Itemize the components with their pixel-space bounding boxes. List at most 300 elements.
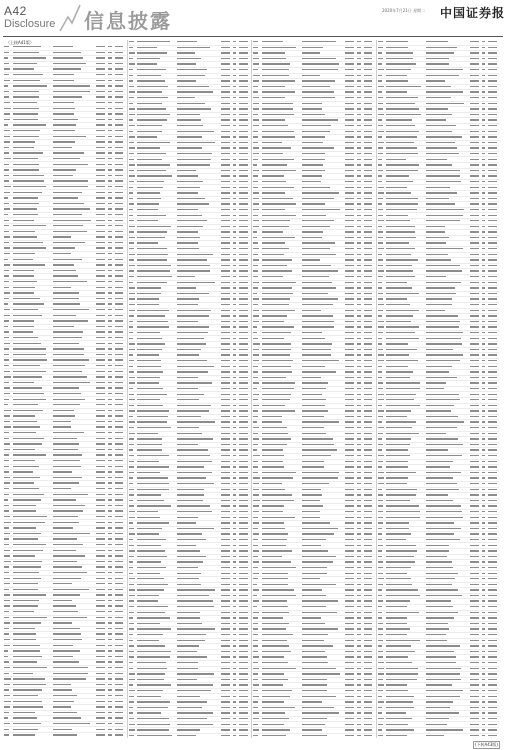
- fine-print-text: [302, 220, 334, 221]
- listing-cell: [53, 68, 97, 71]
- listing-cell: [262, 444, 302, 447]
- listing-cell: [129, 91, 138, 94]
- fine-print-text: [253, 427, 259, 428]
- fine-print-text: [13, 639, 36, 640]
- listing-cell: [345, 427, 357, 430]
- fine-print-text: [53, 287, 71, 288]
- listing-cell: [13, 107, 53, 110]
- listing-cell: [96, 600, 108, 603]
- listing-cell: [96, 409, 108, 412]
- fine-print-text: [4, 633, 9, 634]
- fine-print-text: [129, 209, 134, 210]
- fine-print-text: [177, 668, 197, 669]
- fine-print-text: [13, 124, 47, 125]
- listing-cell: [302, 444, 346, 447]
- listing-cell: [239, 634, 250, 637]
- listing-cell: [253, 455, 262, 458]
- listing-cell: [4, 672, 13, 675]
- fine-print-text: [221, 405, 230, 406]
- fine-print-text: [137, 511, 158, 512]
- listing-cell: [13, 51, 53, 54]
- fine-print-text: [177, 58, 201, 59]
- fine-print-text: [96, 432, 105, 433]
- fine-print-text: [302, 438, 333, 439]
- fine-print-text: [13, 242, 44, 243]
- listing-cell: [345, 130, 357, 133]
- listing-cell: [302, 455, 346, 458]
- fine-print-text: [137, 640, 159, 641]
- fine-print-text: [253, 114, 258, 115]
- fine-print-text: [108, 466, 111, 467]
- fine-print-text: [137, 103, 162, 104]
- fine-print-text: [239, 159, 248, 160]
- listing-cell: [115, 488, 126, 491]
- fine-print-text: [345, 131, 354, 132]
- listing-cell: [345, 91, 357, 94]
- listing-cell: [53, 639, 97, 642]
- listing-cell: [262, 46, 302, 49]
- fine-print-text: [302, 270, 339, 271]
- fine-print-text: [177, 215, 202, 216]
- fine-print-text: [129, 696, 134, 697]
- fine-print-text: [221, 550, 230, 551]
- listing-cell: [137, 315, 177, 318]
- fine-print-text: [302, 494, 322, 495]
- listing-cell: [262, 427, 302, 430]
- fine-print-text: [13, 164, 40, 165]
- fine-print-text: [115, 382, 124, 383]
- fine-print-text: [115, 68, 124, 69]
- fine-print-text: [302, 254, 336, 255]
- fine-print-text: [115, 544, 124, 545]
- fine-print-text: [233, 656, 236, 657]
- listing-cell: [53, 286, 97, 289]
- fine-print-text: [115, 281, 124, 282]
- listing-cell: [115, 365, 126, 368]
- fine-print-text: [108, 410, 111, 411]
- fine-print-text: [96, 701, 105, 702]
- listing-cell: [4, 421, 13, 424]
- fine-print-text: [96, 706, 105, 707]
- fine-print-text: [129, 231, 134, 232]
- fine-print-text: [239, 237, 248, 238]
- fine-print-text: [233, 701, 236, 702]
- fine-print-text: [129, 153, 135, 154]
- fine-print-text: [4, 628, 9, 629]
- listing-cell: [177, 382, 221, 385]
- listing-cell: [302, 175, 346, 178]
- fine-print-text: [239, 718, 248, 719]
- fine-print-text: [345, 164, 354, 165]
- listing-cell: [253, 97, 262, 100]
- listing-cell: [239, 192, 250, 195]
- fine-print-text: [96, 354, 105, 355]
- listing-cell: [115, 588, 126, 591]
- listing-cell: [177, 578, 221, 581]
- fine-print-text: [4, 550, 10, 551]
- fine-print-text: [137, 724, 170, 725]
- listing-cell: [253, 276, 262, 279]
- listing-cell: [345, 416, 357, 419]
- fine-print-text: [13, 533, 42, 534]
- listing-cell: [345, 114, 357, 117]
- fine-print-text: [357, 254, 360, 255]
- listing-cell: [262, 136, 302, 139]
- fine-print-text: [221, 589, 230, 590]
- fine-print-text: [253, 41, 258, 42]
- listing-cell: [137, 136, 177, 139]
- continued-from-label: （上接A41版）: [6, 40, 34, 45]
- listing-cell: [13, 432, 53, 435]
- listing-cell: [345, 186, 357, 189]
- listing-cell: [345, 287, 357, 290]
- fine-print-text: [115, 650, 124, 651]
- fine-print-text: [129, 505, 134, 506]
- fine-print-text: [129, 707, 134, 708]
- fine-print-text: [53, 208, 90, 209]
- fine-print-text: [96, 689, 105, 690]
- listing-cell: [262, 225, 302, 228]
- fine-print-text: [129, 461, 135, 462]
- listing-cell: [253, 52, 262, 55]
- listing-cell: [13, 242, 53, 245]
- listing-cell: [96, 605, 108, 608]
- fine-print-text: [53, 555, 85, 556]
- fine-print-text: [239, 628, 248, 629]
- fine-print-text: [177, 701, 207, 702]
- listing-cell: [13, 303, 53, 306]
- listing-cell: [345, 488, 357, 491]
- fine-print-text: [96, 494, 105, 495]
- fine-print-text: [221, 287, 230, 288]
- fine-print-text: [357, 270, 360, 271]
- listing-cell: [364, 52, 375, 55]
- fine-print-text: [239, 231, 248, 232]
- listing-cell: [364, 80, 375, 83]
- fine-print-text: [364, 153, 373, 154]
- listing-cell: [137, 259, 177, 262]
- listing-cell: [4, 264, 13, 267]
- listing-cell: [364, 298, 375, 301]
- listing-cell: [137, 539, 177, 542]
- fine-print-text: [4, 421, 10, 422]
- fine-print-text: [177, 729, 200, 730]
- listing-cell: [253, 108, 262, 111]
- listing-cell: [239, 304, 250, 307]
- listing-cell: [115, 583, 126, 586]
- listing-cell: [115, 678, 126, 681]
- listing-cell: [221, 136, 233, 139]
- fine-print-text: [177, 399, 199, 400]
- listing-cell: [137, 634, 177, 637]
- fine-print-text: [13, 259, 34, 260]
- listing-cell: [115, 387, 126, 390]
- listing-cell: [4, 549, 13, 552]
- fine-print-text: [302, 175, 322, 176]
- fine-print-text: [177, 41, 197, 42]
- listing-cell: [137, 220, 177, 223]
- fine-print-text: [262, 131, 295, 132]
- fine-print-text: [233, 472, 236, 473]
- fine-print-text: [302, 86, 330, 87]
- listing-cell: [4, 555, 13, 558]
- listing-cell: [96, 717, 108, 720]
- fine-print-text: [357, 164, 360, 165]
- listing-cell: [129, 293, 138, 296]
- fine-print-text: [4, 348, 9, 349]
- fine-print-text: [262, 80, 296, 81]
- fine-print-text: [108, 578, 111, 579]
- fine-print-text: [357, 209, 360, 210]
- listing-cell: [4, 124, 13, 127]
- fine-print-text: [4, 247, 10, 248]
- fine-print-text: [345, 371, 354, 372]
- fine-print-text: [137, 226, 171, 227]
- fine-print-text: [364, 203, 373, 204]
- fine-print-text: [13, 712, 35, 713]
- fine-print-text: [96, 471, 105, 472]
- fine-print-text: [262, 371, 293, 372]
- listing-cell: [221, 634, 233, 637]
- fine-print-text: [177, 735, 195, 736]
- listing-cell: [129, 97, 138, 100]
- fine-print-text: [239, 220, 248, 221]
- fine-print-text: [4, 52, 9, 53]
- fine-print-text: [129, 108, 135, 109]
- fine-print-text: [4, 488, 9, 489]
- listing-cell: [129, 718, 138, 721]
- listing-cell: [129, 343, 138, 346]
- listing-cell: [345, 404, 357, 407]
- listing-cell: [177, 136, 221, 139]
- listing-cell: [221, 130, 233, 133]
- listing-cell: [53, 214, 97, 217]
- fine-print-text: [253, 159, 258, 160]
- fine-print-text: [115, 527, 124, 528]
- fine-print-text: [262, 343, 292, 344]
- fine-print-text: [253, 360, 259, 361]
- fine-print-text: [262, 293, 294, 294]
- listing-cell: [13, 421, 53, 424]
- fine-print-text: [357, 332, 360, 333]
- fine-print-text: [96, 287, 105, 288]
- listing-cell: [177, 80, 221, 83]
- fine-print-text: [302, 125, 331, 126]
- listing-cell: [177, 287, 221, 290]
- fine-print-text: [221, 147, 230, 148]
- fine-print-text: [137, 712, 161, 713]
- listing-cell: [221, 639, 233, 642]
- listing-cell: [221, 382, 233, 385]
- listing-cell: [13, 678, 53, 681]
- fine-print-text: [13, 152, 43, 153]
- listing-cell: [177, 701, 221, 704]
- listing-cell: [137, 550, 177, 553]
- fine-print-text: [253, 399, 258, 400]
- fine-print-text: [221, 500, 230, 501]
- listing-cell: [53, 734, 97, 737]
- listing-cell: [4, 298, 13, 301]
- fine-print-text: [239, 315, 248, 316]
- fine-print-text: [13, 264, 46, 265]
- fine-print-text: [96, 594, 105, 595]
- fine-print-text: [364, 175, 373, 176]
- fine-print-text: [302, 91, 334, 92]
- fine-print-text: [96, 348, 105, 349]
- fine-print-text: [233, 220, 236, 221]
- listing-cell: [53, 600, 97, 603]
- fine-print-text: [108, 74, 111, 75]
- listing-cell: [262, 192, 302, 195]
- listing-cell: [115, 683, 126, 686]
- fine-print-text: [177, 198, 205, 199]
- listing-cell: [177, 567, 221, 570]
- fine-print-text: [115, 516, 124, 517]
- listing-cell: [364, 455, 375, 458]
- fine-print-text: [129, 410, 135, 411]
- fine-print-text: [233, 343, 236, 344]
- fine-print-text: [239, 589, 248, 590]
- listing-cell: [96, 152, 108, 155]
- fine-print-text: [13, 303, 44, 304]
- listing-cell: [302, 449, 346, 452]
- fine-print-text: [4, 673, 9, 674]
- fine-print-text: [221, 449, 230, 450]
- fine-print-text: [221, 366, 230, 367]
- fine-print-text: [221, 656, 230, 657]
- listing-cell: [13, 622, 53, 625]
- fine-print-text: [96, 74, 105, 75]
- fine-print-text: [302, 455, 332, 456]
- listing-cell: [137, 80, 177, 83]
- fine-print-text: [96, 667, 105, 668]
- listing-cell: [345, 348, 357, 351]
- listing-cell: [221, 455, 233, 458]
- fine-print-text: [96, 281, 105, 282]
- listing-cell: [221, 505, 233, 508]
- fine-print-text: [364, 433, 373, 434]
- fine-print-text: [177, 679, 196, 680]
- fine-print-text: [302, 142, 324, 143]
- fine-print-text: [96, 477, 105, 478]
- listing-cell: [364, 164, 375, 167]
- listing-cell: [129, 656, 138, 659]
- fine-print-text: [302, 382, 329, 383]
- listing-cell: [177, 645, 221, 648]
- listing-cell: [137, 628, 177, 631]
- fine-print-text: [239, 489, 248, 490]
- fine-print-text: [302, 421, 340, 422]
- fine-print-text: [345, 427, 354, 428]
- fine-print-text: [53, 147, 72, 148]
- listing-cell: [221, 91, 233, 94]
- fine-print-text: [53, 242, 85, 243]
- fine-print-text: [177, 690, 211, 691]
- fine-print-text: [177, 427, 199, 428]
- fine-print-text: [233, 489, 236, 490]
- fine-print-text: [115, 723, 124, 724]
- fine-print-text: [115, 136, 124, 137]
- listing-cell: [13, 286, 53, 289]
- fine-print-text: [253, 131, 258, 132]
- fine-print-text: [239, 175, 248, 176]
- listing-cell: [137, 466, 177, 469]
- fine-print-text: [233, 444, 236, 445]
- listing-cell: [115, 644, 126, 647]
- listing-cell: [262, 449, 302, 452]
- listing-cell: [137, 544, 177, 547]
- listing-cell: [239, 281, 250, 284]
- fine-print-text: [233, 466, 236, 467]
- listing-cell: [253, 242, 262, 245]
- fine-print-text: [137, 595, 159, 596]
- listing-cell: [137, 449, 177, 452]
- listing-cell: [129, 427, 138, 430]
- fine-print-text: [262, 444, 287, 445]
- fine-print-text: [302, 461, 324, 462]
- listing-cell: [364, 365, 375, 368]
- listing-cell: [129, 220, 138, 223]
- fine-print-text: [137, 310, 169, 311]
- listing-cell: [177, 343, 221, 346]
- listing-cell: [129, 555, 138, 558]
- listing-cell: [137, 690, 177, 693]
- listing-cell: [364, 460, 375, 463]
- fine-print-text: [345, 449, 354, 450]
- fine-print-text: [13, 717, 37, 718]
- fine-print-text: [96, 544, 105, 545]
- listing-cell: [13, 415, 53, 418]
- listing-cell: [137, 734, 177, 737]
- listing-cell: [13, 734, 53, 737]
- listing-cell: [115, 516, 126, 519]
- fine-print-text: [129, 561, 134, 562]
- listing-cell: [302, 326, 346, 329]
- fine-print-text: [177, 645, 199, 646]
- listing-column: [4, 40, 126, 738]
- fine-print-text: [364, 136, 373, 137]
- listing-cell: [177, 533, 221, 536]
- fine-print-text: [253, 388, 257, 389]
- listing-cell: [364, 69, 375, 72]
- fine-print-text: [137, 80, 165, 81]
- listing-cell: [364, 242, 375, 245]
- fine-print-text: [233, 528, 236, 529]
- fine-print-text: [108, 326, 111, 327]
- fine-print-text: [345, 136, 354, 137]
- fine-print-text: [129, 662, 133, 663]
- fine-print-text: [221, 410, 230, 411]
- fine-print-text: [137, 382, 159, 383]
- fine-print-text: [345, 483, 354, 484]
- listing-cell: [53, 202, 97, 205]
- listing-cell: [221, 673, 233, 676]
- fine-print-text: [233, 360, 236, 361]
- listing-cell: [345, 237, 357, 240]
- fine-print-text: [302, 170, 326, 171]
- listing-cell: [137, 427, 177, 430]
- listing-cell: [129, 494, 138, 497]
- listing-cell: [221, 52, 233, 55]
- listing-cell: [253, 416, 262, 419]
- fine-print-text: [108, 337, 111, 338]
- listing-cell: [262, 376, 302, 379]
- fine-print-text: [13, 449, 36, 450]
- listing-cell: [129, 583, 138, 586]
- listing-cell: [221, 522, 233, 525]
- fine-print-text: [221, 242, 230, 243]
- listing-cell: [253, 164, 262, 167]
